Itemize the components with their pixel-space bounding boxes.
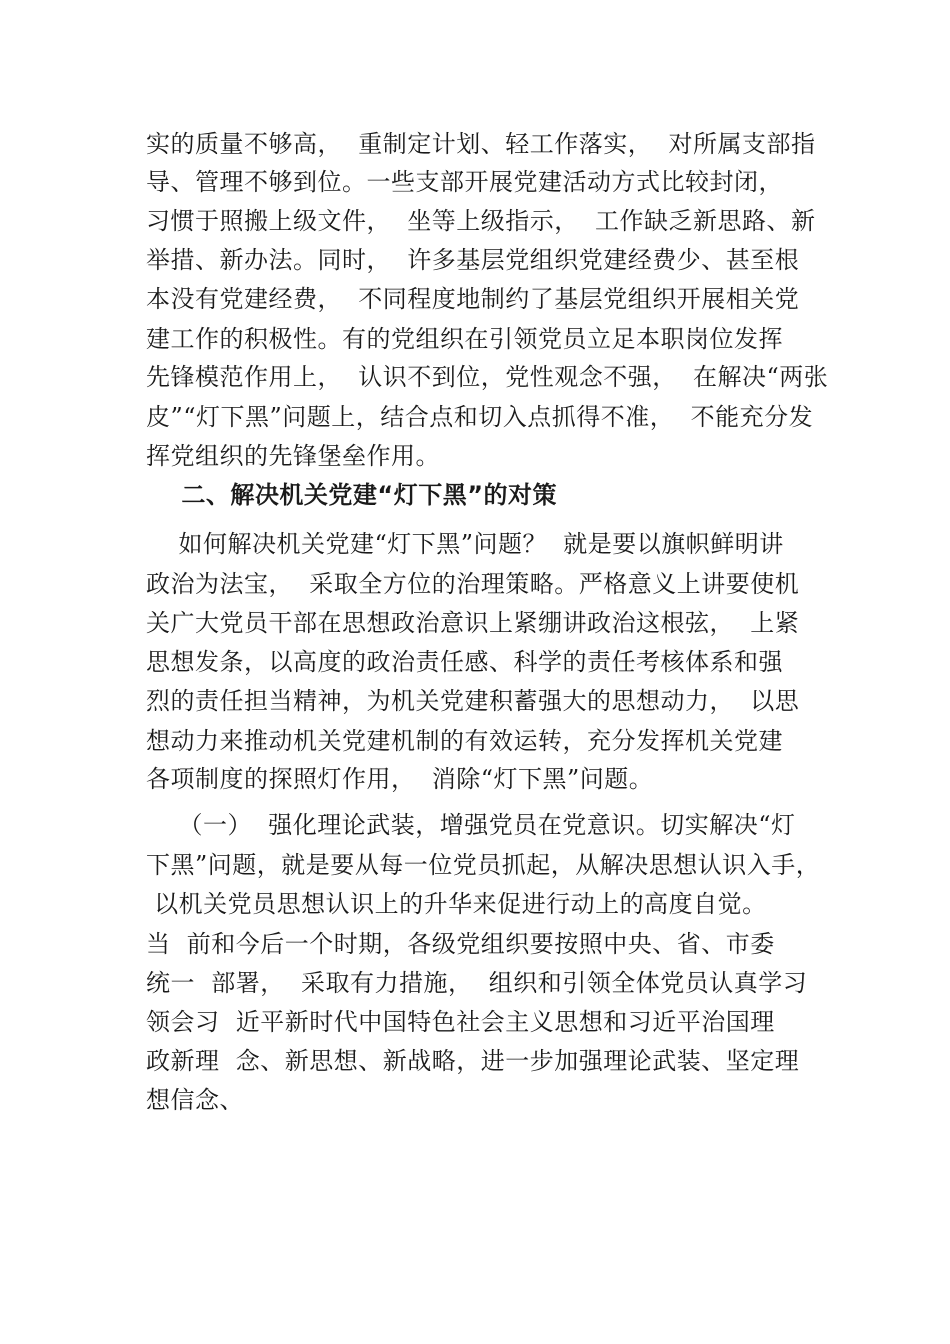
text-line: 本没有党建经费， 不同程度地制约了基层党组织开展相关党 — [146, 285, 800, 313]
text-line: 关广大党员干部在思想政治意识上紧绷讲政治这根弦， 上紧 — [146, 609, 800, 637]
text-line: 想信念、 — [146, 1086, 244, 1114]
text-line: 实的质量不够高， 重制定计划、轻工作落实， 对所属支部指 — [146, 130, 816, 158]
section-heading: 二、解决机关党建“灯下黑”的对策 — [146, 481, 557, 509]
text-line: 举措、新办法。同时， 许多基层党组织党建经费少、甚至根 — [146, 246, 800, 274]
text-line: 当 前和今后一个时期，各级党组织要按照中央、省、市委 — [146, 930, 775, 958]
text-line: 统一 部署， 采取有力措施， 组织和引领全体党员认真学习 — [146, 969, 808, 997]
text-line: 建工作的积极性。有的党组织在引领党员立足本职岗位发挥 — [146, 325, 783, 353]
text-line: 烈的责任担当精神，为机关党建积蓄强大的思想动力， 以思 — [146, 687, 800, 715]
text-line: 各项制度的探照灯作用， 消除“灯下黑”问题。 — [146, 765, 654, 793]
text-line: 导、管理不够到位。一些支部开展党建活动方式比较封闭， — [146, 168, 783, 196]
text-line: 皮”“灯下黑”问题上，结合点和切入点抓得不准， 不能充分发 — [146, 403, 814, 431]
text-line: 习惯于照搬上级文件， 坐等上级指示， 工作缺乏新思路、新 — [146, 207, 816, 235]
text-line: 如何解决机关党建“灯下黑”问题？ 就是要以旗帜鲜明讲 — [146, 530, 784, 558]
text-line: 下黑”问题，就是要从每一位党员抓起，从解决思想认识入手， — [146, 851, 821, 879]
text-line: 挥党组织的先锋堡垒作用。 — [146, 442, 440, 470]
text-line: 以机关党员思想认识上的升华来促进行动上的高度自觉。 — [146, 890, 767, 918]
text-line: 想动力来推动机关党建机制的有效运转，充分发挥机关党建 — [146, 727, 783, 755]
text-line: 政新理 念、新思想、新战略，进一步加强理论武装、坚定理 — [146, 1047, 800, 1075]
text-line: 思想发条，以高度的政治责任感、科学的责任考核体系和强 — [146, 648, 783, 676]
text-line: 先锋模范作用上， 认识不到位，党性观念不强， 在解决“两张 — [146, 363, 829, 391]
subsection-heading-line: （一） 强化理论武装，增强党员在党意识。切实解决“灯 — [146, 811, 796, 839]
text-line: 政治为法宝， 采取全方位的治理策略。严格意义上讲要使机 — [146, 570, 800, 598]
text-line: 领会习 近平新时代中国特色社会主义思想和习近平治国理 — [146, 1008, 775, 1036]
